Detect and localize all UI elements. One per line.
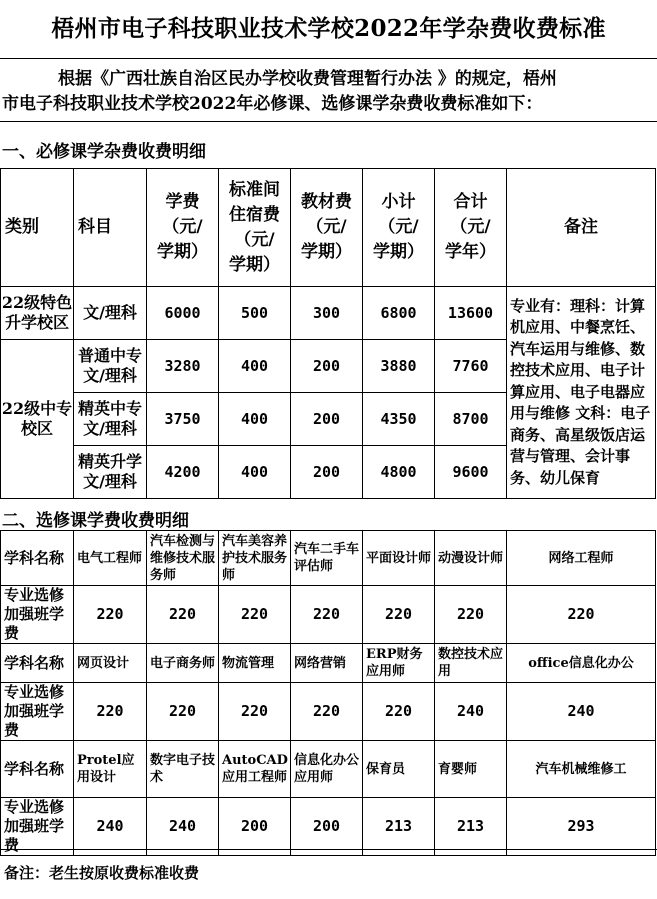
books-cell: 300 xyxy=(291,287,363,340)
subject-cell: 育婴师 xyxy=(435,741,507,798)
subject-row xyxy=(1,644,656,683)
header-cell: 类别 xyxy=(1,169,74,287)
fee-cell: 220 xyxy=(74,586,147,644)
fee-cell: 213 xyxy=(363,798,435,856)
total-cell: 9600 xyxy=(435,446,507,499)
header-cell: 合计 （元/ 学年） xyxy=(435,169,507,287)
fee-cell: 220 xyxy=(147,683,219,741)
fee-cell: 220 xyxy=(363,586,435,644)
total-cell: 8700 xyxy=(435,393,507,446)
subject-cell: AutoCAD应用工程师 xyxy=(219,741,291,798)
books-cell: 200 xyxy=(291,340,363,393)
subject-row xyxy=(1,741,656,798)
section-heading-required: 一、必修课学杂费收费明细 xyxy=(2,142,206,162)
tuition-cell: 4200 xyxy=(147,446,219,499)
fee-cell: 240 xyxy=(507,683,656,741)
fee-cell: 240 xyxy=(147,798,219,856)
subject-label-cell: 学科名称 xyxy=(1,644,74,683)
intro-paragraph xyxy=(0,60,657,122)
subject-cell: ERP财务应用师 xyxy=(363,644,435,683)
subject-cell: 电子商务师 xyxy=(147,644,219,683)
total-cell: 7760 xyxy=(435,340,507,393)
header-cell: 学费 （元/ 学期） xyxy=(147,169,219,287)
fee-row xyxy=(1,586,656,644)
fee-cell: 220 xyxy=(219,586,291,644)
fee-label-cell: 专业选修加强班学费 xyxy=(1,683,74,741)
divider xyxy=(0,58,657,59)
header-cell: 备注 xyxy=(507,169,656,287)
subject-cell: 精英升学文/理科 xyxy=(74,446,147,499)
fee-label-cell: 专业选修加强班学费 xyxy=(1,798,74,856)
subject-cell: 数字电子技术 xyxy=(147,741,219,798)
lodging-cell: 400 xyxy=(219,393,291,446)
subject-cell: 电气工程师 xyxy=(74,531,147,586)
fee-cell: 220 xyxy=(435,586,507,644)
fee-cell: 220 xyxy=(147,586,219,644)
fee-cell: 220 xyxy=(219,683,291,741)
subtotal-cell: 4350 xyxy=(363,393,435,446)
header-cell: 教材费 （元/ 学期） xyxy=(291,169,363,287)
subject-cell: 汽车机械维修工 xyxy=(507,741,656,798)
fee-cell: 200 xyxy=(219,798,291,856)
majors-note-cell: 专业有：理科：计算机应用、中餐烹饪、汽车运用与维修、数控技术应用、电子计算应用、电子电器应用与维修 文科：电子商务、高星级饭店运营与管理、会计事务、幼儿保育 xyxy=(507,287,656,499)
tuition-cell: 6000 xyxy=(147,287,219,340)
books-cell: 200 xyxy=(291,393,363,446)
elective-fee-table xyxy=(0,530,656,856)
subject-cell: 数控技术应用 xyxy=(435,644,507,683)
footer-note: 备注：老生按原收费标准收费 xyxy=(4,864,200,882)
subject-cell: 信息化办公应用师 xyxy=(291,741,363,798)
lodging-cell: 400 xyxy=(219,340,291,393)
lodging-cell: 500 xyxy=(219,287,291,340)
divider xyxy=(0,121,657,122)
subtotal-cell: 6800 xyxy=(363,287,435,340)
books-cell: 200 xyxy=(291,446,363,499)
total-cell: 13600 xyxy=(435,287,507,340)
intro-line-1: 根据《广西壮族自治区民办学校收费管理暂行办法 》的规定，梧州 xyxy=(58,69,557,89)
fee-cell: 220 xyxy=(363,683,435,741)
subject-row xyxy=(1,531,656,586)
subject-cell: 汽车二手车评估师 xyxy=(291,531,363,586)
fee-cell: 200 xyxy=(291,798,363,856)
tuition-cell: 3280 xyxy=(147,340,219,393)
fee-row xyxy=(1,798,656,856)
subject-cell: 网络工程师 xyxy=(507,531,656,586)
fee-cell: 293 xyxy=(507,798,656,856)
category-cell: 22级中专校区 xyxy=(1,340,74,499)
subject-cell: 汽车美容养护技术服务师 xyxy=(219,531,291,586)
subject-cell: 物流管理 xyxy=(219,644,291,683)
subject-cell: 汽车检测与维修技术服务师 xyxy=(147,531,219,586)
fee-cell: 213 xyxy=(435,798,507,856)
fee-cell: 220 xyxy=(291,586,363,644)
subject-label-cell: 学科名称 xyxy=(1,741,74,798)
tuition-cell: 3750 xyxy=(147,393,219,446)
fee-cell: 220 xyxy=(291,683,363,741)
subject-cell: 网络营销 xyxy=(291,644,363,683)
subtotal-cell: 4800 xyxy=(363,446,435,499)
subject-cell: 保育员 xyxy=(363,741,435,798)
header-cell: 标准间 住宿费 （元/ 学期） xyxy=(219,169,291,287)
fee-row xyxy=(1,683,656,741)
subject-cell: 文/理科 xyxy=(74,287,147,340)
header-cell: 小计 （元/ 学期） xyxy=(363,169,435,287)
subject-cell: office信息化办公 xyxy=(507,644,656,683)
subject-cell: 网页设计 xyxy=(74,644,147,683)
required-fee-table xyxy=(0,168,656,499)
intro-line-2: 市电子科技职业技术学校2022年必修课、选修课学杂费收费标准如下： xyxy=(2,94,543,114)
fee-cell: 240 xyxy=(74,798,147,856)
fee-cell: 220 xyxy=(74,683,147,741)
subtotal-cell: 3880 xyxy=(363,340,435,393)
subject-label-cell: 学科名称 xyxy=(1,531,74,586)
fee-label-cell: 专业选修加强班学费 xyxy=(1,586,74,644)
subject-cell: 普通中专文/理科 xyxy=(74,340,147,393)
subject-cell: 平面设计师 xyxy=(363,531,435,586)
table-row xyxy=(1,287,656,340)
page-title: 梧州市电子科技职业技术学校2022年学杂费收费标准 xyxy=(51,15,606,42)
fee-cell: 220 xyxy=(507,586,656,644)
divider xyxy=(0,849,657,850)
subject-cell: Protel应用设计 xyxy=(74,741,147,798)
table-header-row xyxy=(1,169,656,287)
subject-cell: 精英中专文/理科 xyxy=(74,393,147,446)
lodging-cell: 400 xyxy=(219,446,291,499)
section-heading-elective: 二、选修课学费收费明细 xyxy=(2,511,189,531)
fee-cell: 240 xyxy=(435,683,507,741)
header-cell: 科目 xyxy=(74,169,147,287)
subject-cell: 动漫设计师 xyxy=(435,531,507,586)
category-cell: 22级特色升学校区 xyxy=(1,287,74,340)
